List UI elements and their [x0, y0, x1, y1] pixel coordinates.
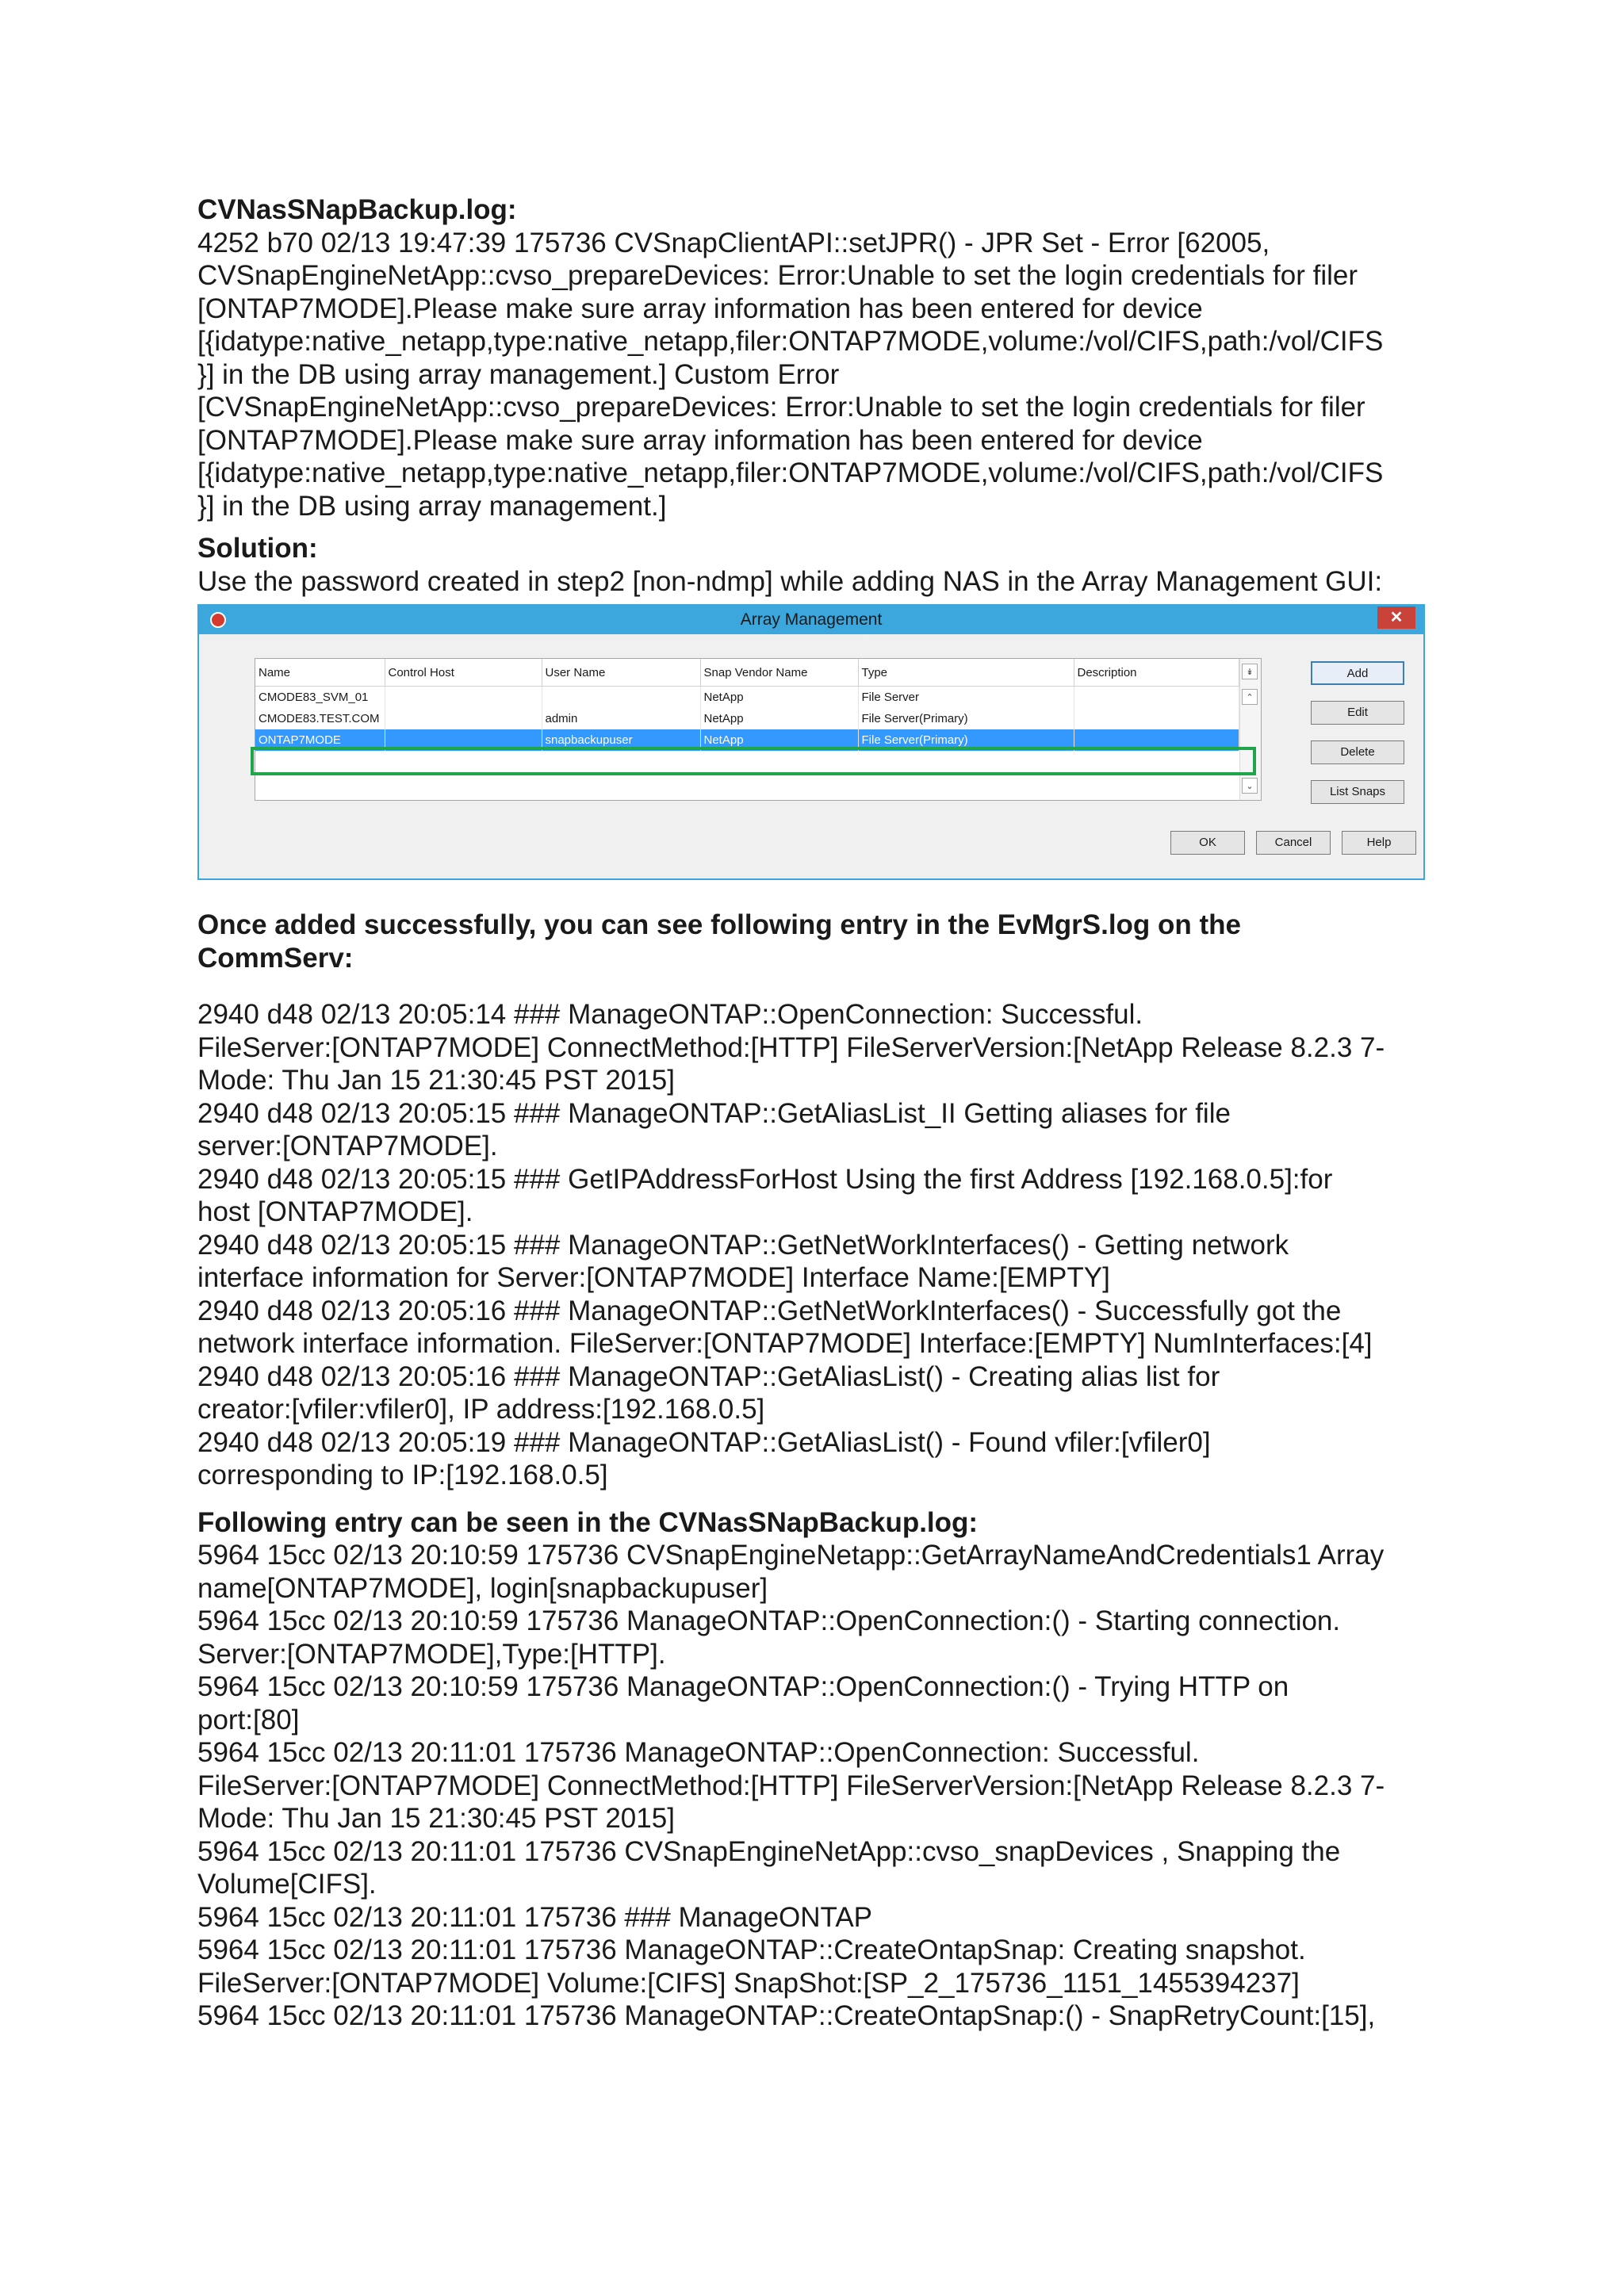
- log-line: name[ONTAP7MODE], login[snapbackupuser]: [197, 1572, 768, 1604]
- help-button[interactable]: Help: [1342, 831, 1416, 855]
- log-line: [{idatype:native_netapp,type:native_netapp,filer:ONTAP7MODE,volume:/vol/CIFS,path:/vol/CIFS: [197, 326, 1384, 357]
- log-line: host [ONTAP7MODE].: [197, 1196, 473, 1227]
- cell-type: File Server(Primary): [858, 708, 1074, 729]
- log-line: 2940 d48 02/13 20:05:16 ### ManageONTAP::GetNetWorkInterfaces() - Successfully got the: [197, 1295, 1342, 1326]
- log-line: [ONTAP7MODE].Please make sure array information has been entered for device: [197, 424, 1203, 456]
- table-row[interactable]: [255, 708, 1239, 729]
- dialog-body: [207, 634, 1415, 872]
- log-line: 5964 15cc 02/13 20:11:01 175736 CVSnapEngineNetApp::cvso_snapDevices , Snapping the: [197, 1835, 1341, 1867]
- cell-type: File Server: [858, 687, 1074, 709]
- log-line: 2940 d48 02/13 20:05:14 ### ManageONTAP::OpenConnection: Successful.: [197, 999, 1143, 1030]
- document-page: [197, 193, 1425, 2033]
- log-line: 5964 15cc 02/13 20:11:01 175736 ### ManageONTAP: [197, 1901, 873, 1933]
- solution-heading: Solution:: [197, 533, 318, 564]
- solution-text: Use the password created in step2 [non-ndmp] while adding NAS in the Array Management GUI:: [197, 565, 1383, 597]
- section3-log: [197, 1539, 1425, 2033]
- log-line: corresponding to IP:[192.168.0.5]: [197, 1460, 608, 1490]
- column-header-user-name[interactable]: User Name: [542, 659, 700, 687]
- log-line: 5964 15cc 02/13 20:10:59 175736 ManageONTAP::OpenConnection:() - Starting connection.: [197, 1605, 1341, 1636]
- section3-heading: Following entry can be seen in the CVNasSNapBackup.log:: [197, 1506, 979, 1538]
- vertical-scrollbar[interactable]: [1239, 659, 1261, 800]
- cell-description: [1074, 687, 1239, 709]
- edit-button[interactable]: Edit: [1311, 701, 1404, 725]
- log-line: 2940 d48 02/13 20:05:15 ### GetIPAddressForHost Using the first Address [192.168.0.5]:for: [197, 1163, 1333, 1195]
- column-header-snap-vendor[interactable]: Snap Vendor Name: [700, 659, 858, 687]
- scroll-up-icon[interactable]: ⌃: [1242, 689, 1258, 705]
- section2-log: [197, 998, 1425, 1492]
- section1-heading: CVNasSNapBackup.log:: [197, 194, 517, 225]
- cell-description: [1074, 729, 1239, 751]
- cell-control-host: [385, 729, 542, 751]
- log-line: 5964 15cc 02/13 20:11:01 175736 ManageONTAP::CreateOntapSnap:() - SnapRetryCount:[15],: [197, 2000, 1376, 2031]
- log-line: [{idatype:native_netapp,type:native_netapp,filer:ONTAP7MODE,volume:/vol/CIFS,path:/vol/CIFS: [197, 457, 1384, 488]
- ok-button[interactable]: OK: [1170, 831, 1245, 855]
- log-line: 2940 d48 02/13 20:05:15 ### ManageONTAP::GetNetWorkInterfaces() - Getting network: [197, 1229, 1289, 1261]
- log-line: 5964 15cc 02/13 20:11:01 175736 ManageONTAP::CreateOntapSnap: Creating snapshot.: [197, 1934, 1306, 1965]
- cell-name: CMODE83.TEST.COM: [255, 708, 385, 729]
- column-header-name[interactable]: Name: [255, 659, 385, 687]
- section1-log: [197, 227, 1425, 523]
- section2-heading: CommServ:: [197, 942, 354, 974]
- log-line: 2940 d48 02/13 20:05:19 ### ManageONTAP::GetAliasList() - Found vfiler:[vfiler0]: [197, 1426, 1211, 1458]
- column-header-type[interactable]: Type: [858, 659, 1074, 687]
- array-management-dialog: [197, 604, 1425, 880]
- log-line: FileServer:[ONTAP7MODE] Volume:[CIFS] SnapShot:[SP_2_175736_1151_1455394237]: [197, 1967, 1300, 1999]
- cell-description: [1074, 708, 1239, 729]
- cell-type: File Server(Primary): [858, 729, 1074, 751]
- log-line: 2940 d48 02/13 20:05:15 ### ManageONTAP::GetAliasList_II Getting aliases for file: [197, 1097, 1231, 1129]
- log-line: FileServer:[ONTAP7MODE] ConnectMethod:[HTTP] FileServerVersion:[NetApp Release 8.2.3 7-: [197, 1031, 1385, 1063]
- log-line: Server:[ONTAP7MODE],Type:[HTTP].: [197, 1638, 666, 1670]
- cell-name: CMODE83_SVM_01: [255, 687, 385, 709]
- column-header-control-host[interactable]: Control Host: [385, 659, 542, 687]
- cell-user-name: snapbackupuser: [542, 729, 700, 751]
- log-line: FileServer:[ONTAP7MODE] ConnectMethod:[HTTP] FileServerVersion:[NetApp Release 8.2.3 7-: [197, 1770, 1385, 1801]
- log-line: Mode: Thu Jan 15 21:30:45 PST 2015]: [197, 1803, 675, 1834]
- log-line: creator:[vfiler:vfiler0], IP address:[192.168.0.5]: [197, 1394, 765, 1425]
- table-row[interactable]: [255, 687, 1239, 709]
- add-button[interactable]: Add: [1311, 661, 1404, 685]
- log-line: 5964 15cc 02/13 20:10:59 175736 CVSnapEngineNetapp::GetArrayNameAndCredentials1 Array: [197, 1540, 1385, 1571]
- list-snaps-button[interactable]: List Snaps: [1311, 780, 1404, 804]
- cell-snap-vendor: NetApp: [700, 729, 858, 751]
- log-line: }] in the DB using array management.] Custom Error: [197, 358, 840, 390]
- log-line: [ONTAP7MODE].Please make sure array information has been entered for device: [197, 293, 1203, 324]
- cell-control-host: [385, 708, 542, 729]
- log-line: }] in the DB using array management.]: [197, 490, 667, 522]
- column-chooser-icon[interactable]: ↡: [1242, 664, 1258, 679]
- cell-user-name: admin: [542, 708, 700, 729]
- array-table: [255, 659, 1239, 751]
- log-line: 4252 b70 02/13 19:47:39 175736 CVSnapClientAPI::setJPR() - JPR Set - Error [62005,: [197, 227, 1270, 258]
- cancel-button[interactable]: Cancel: [1256, 831, 1331, 855]
- log-line: Mode: Thu Jan 15 21:30:45 PST 2015]: [197, 1065, 675, 1096]
- close-button[interactable]: ✕: [1377, 607, 1415, 629]
- log-line: 5964 15cc 02/13 20:10:59 175736 ManageONTAP::OpenConnection:() - Trying HTTP on: [197, 1671, 1289, 1702]
- table-row-selected[interactable]: [255, 729, 1239, 751]
- log-line: port:[80]: [197, 1704, 300, 1735]
- cell-name: ONTAP7MODE: [255, 729, 385, 751]
- scroll-down-icon[interactable]: ⌄: [1242, 778, 1258, 794]
- dialog-title: Array Management: [740, 610, 883, 629]
- cell-control-host: [385, 687, 542, 709]
- cell-snap-vendor: NetApp: [700, 708, 858, 729]
- delete-button[interactable]: Delete: [1311, 740, 1404, 764]
- log-line: interface information for Server:[ONTAP7MODE] Interface Name:[EMPTY]: [197, 1262, 1110, 1293]
- column-header-description[interactable]: Description: [1074, 659, 1239, 687]
- table-header-row: [255, 659, 1239, 687]
- log-line: server:[ONTAP7MODE].: [197, 1131, 498, 1161]
- cell-user-name: [542, 687, 700, 709]
- section2-heading: Once added successfully, you can see following entry in the EvMgrS.log on the: [197, 909, 1242, 940]
- log-line: network interface information. FileServer:[ONTAP7MODE] Interface:[EMPTY] NumInterfaces:[4]: [197, 1328, 1373, 1359]
- log-line: CVSnapEngineNetApp::cvso_prepareDevices: Error:Unable to set the login credentials for filer: [197, 260, 1358, 291]
- cell-snap-vendor: NetApp: [700, 687, 858, 709]
- array-list: [255, 658, 1262, 801]
- log-line: Volume[CIFS].: [197, 1869, 377, 1900]
- log-line: 5964 15cc 02/13 20:11:01 175736 ManageONTAP::OpenConnection: Successful.: [197, 1737, 1200, 1768]
- log-line: 2940 d48 02/13 20:05:16 ### ManageONTAP::GetAliasList() - Creating alias list for: [197, 1360, 1220, 1392]
- dialog-titlebar: [199, 606, 1423, 634]
- log-line: [CVSnapEngineNetApp::cvso_prepareDevices: Error:Unable to set the login credentials for filer: [197, 392, 1365, 423]
